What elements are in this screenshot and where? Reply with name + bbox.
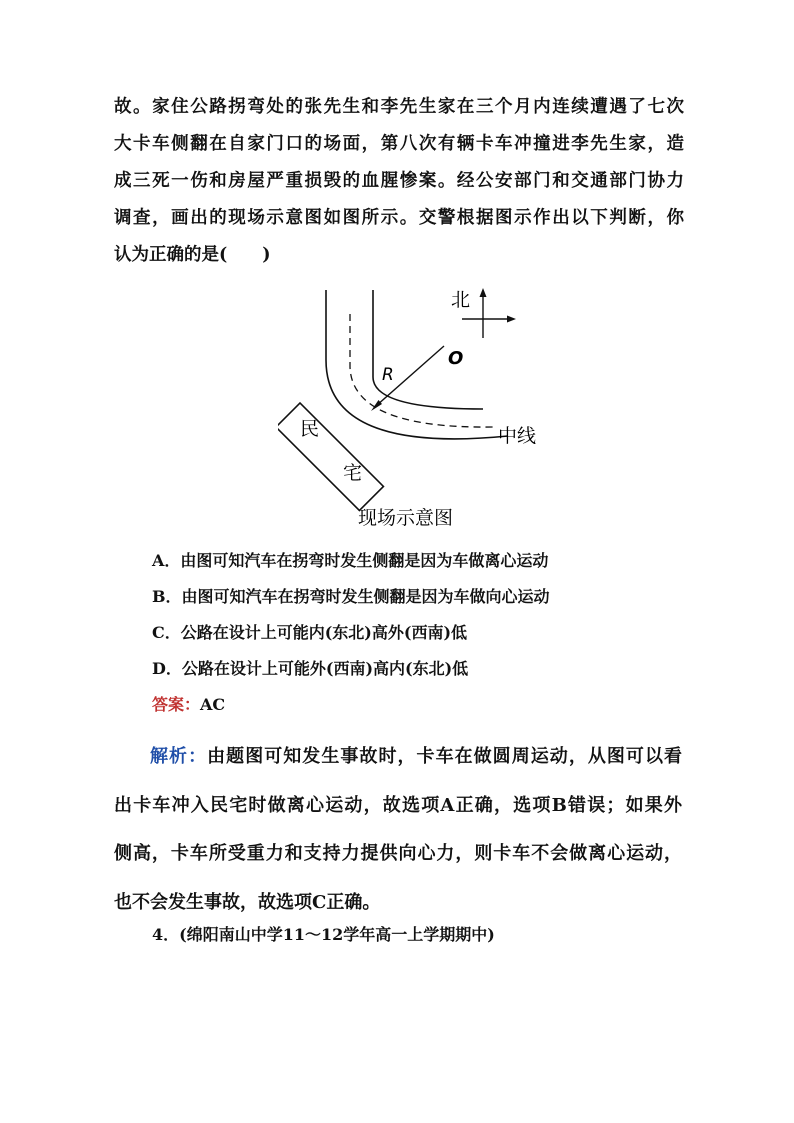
option-c: C．公路在设计上可能内(东北)高外(西南)低: [152, 623, 468, 642]
compass-icon: [462, 288, 516, 338]
house-char-2: 宅: [343, 462, 363, 484]
explanation: [114, 733, 682, 927]
north-label: 北: [451, 289, 471, 311]
stem-line-3: 成三死一伤和房屋严重损毁的血腥惨案。经公安部门和交通部门协力: [114, 171, 684, 191]
centerline-label: 中线: [498, 425, 537, 447]
question-stem: [114, 89, 684, 274]
stem-line-5: 认为正确的是( ): [114, 245, 271, 265]
diagram-svg: [278, 282, 548, 532]
answer-label: 答案：: [152, 695, 201, 714]
explanation-label: 解析：: [150, 746, 208, 767]
option-d: D．公路在设计上可能外(西南)高内(东北)低: [152, 659, 469, 678]
house-char-1: 民: [300, 418, 320, 440]
road-outer-edge: [326, 290, 508, 439]
radius-label: R: [382, 365, 394, 385]
stem-line-2: 大卡车侧翻在自家门口的场面，第八次有辆卡车冲撞进李先生家，造: [114, 134, 684, 154]
option-a: A．由图可知汽车在拐弯时发生侧翻是因为车做离心运动: [152, 551, 549, 570]
stem-line-1: 故。家住公路拐弯处的张先生和李先生家在三个月内连续遭遇了七次: [114, 97, 684, 117]
explanation-line-3: 侧高，卡车所受重力和支持力提供向心力，则卡车不会做离心运动，: [114, 843, 682, 864]
stem-line-4: 调查，画出的现场示意图如图所示。交警根据图示作出以下判断，你: [114, 208, 684, 228]
answer-line: [152, 692, 225, 715]
center-label: O: [448, 348, 464, 369]
explanation-line-2: 出卡车冲入民宅时做离心运动，故选项A正确，选项B错误；如果外: [114, 794, 682, 816]
option-b: B．由图可知汽车在拐弯时发生侧翻是因为车做向心运动: [152, 587, 550, 606]
scene-diagram: [278, 282, 548, 532]
figure-caption: 现场示意图: [358, 507, 454, 529]
next-question: 4．(绵阳南山中学11～12学年高一上学期期中): [152, 925, 495, 944]
road-centerline: [350, 314, 493, 427]
explanation-line-4: 也不会发生事故，故选项C正确。: [114, 891, 381, 913]
answer-value: AC: [200, 695, 226, 714]
explanation-line-1: [114, 733, 682, 782]
explanation-first: 由题图可知发生事故时，卡车在做圆周运动，从图可以看: [207, 746, 683, 767]
house-block: [278, 403, 383, 510]
